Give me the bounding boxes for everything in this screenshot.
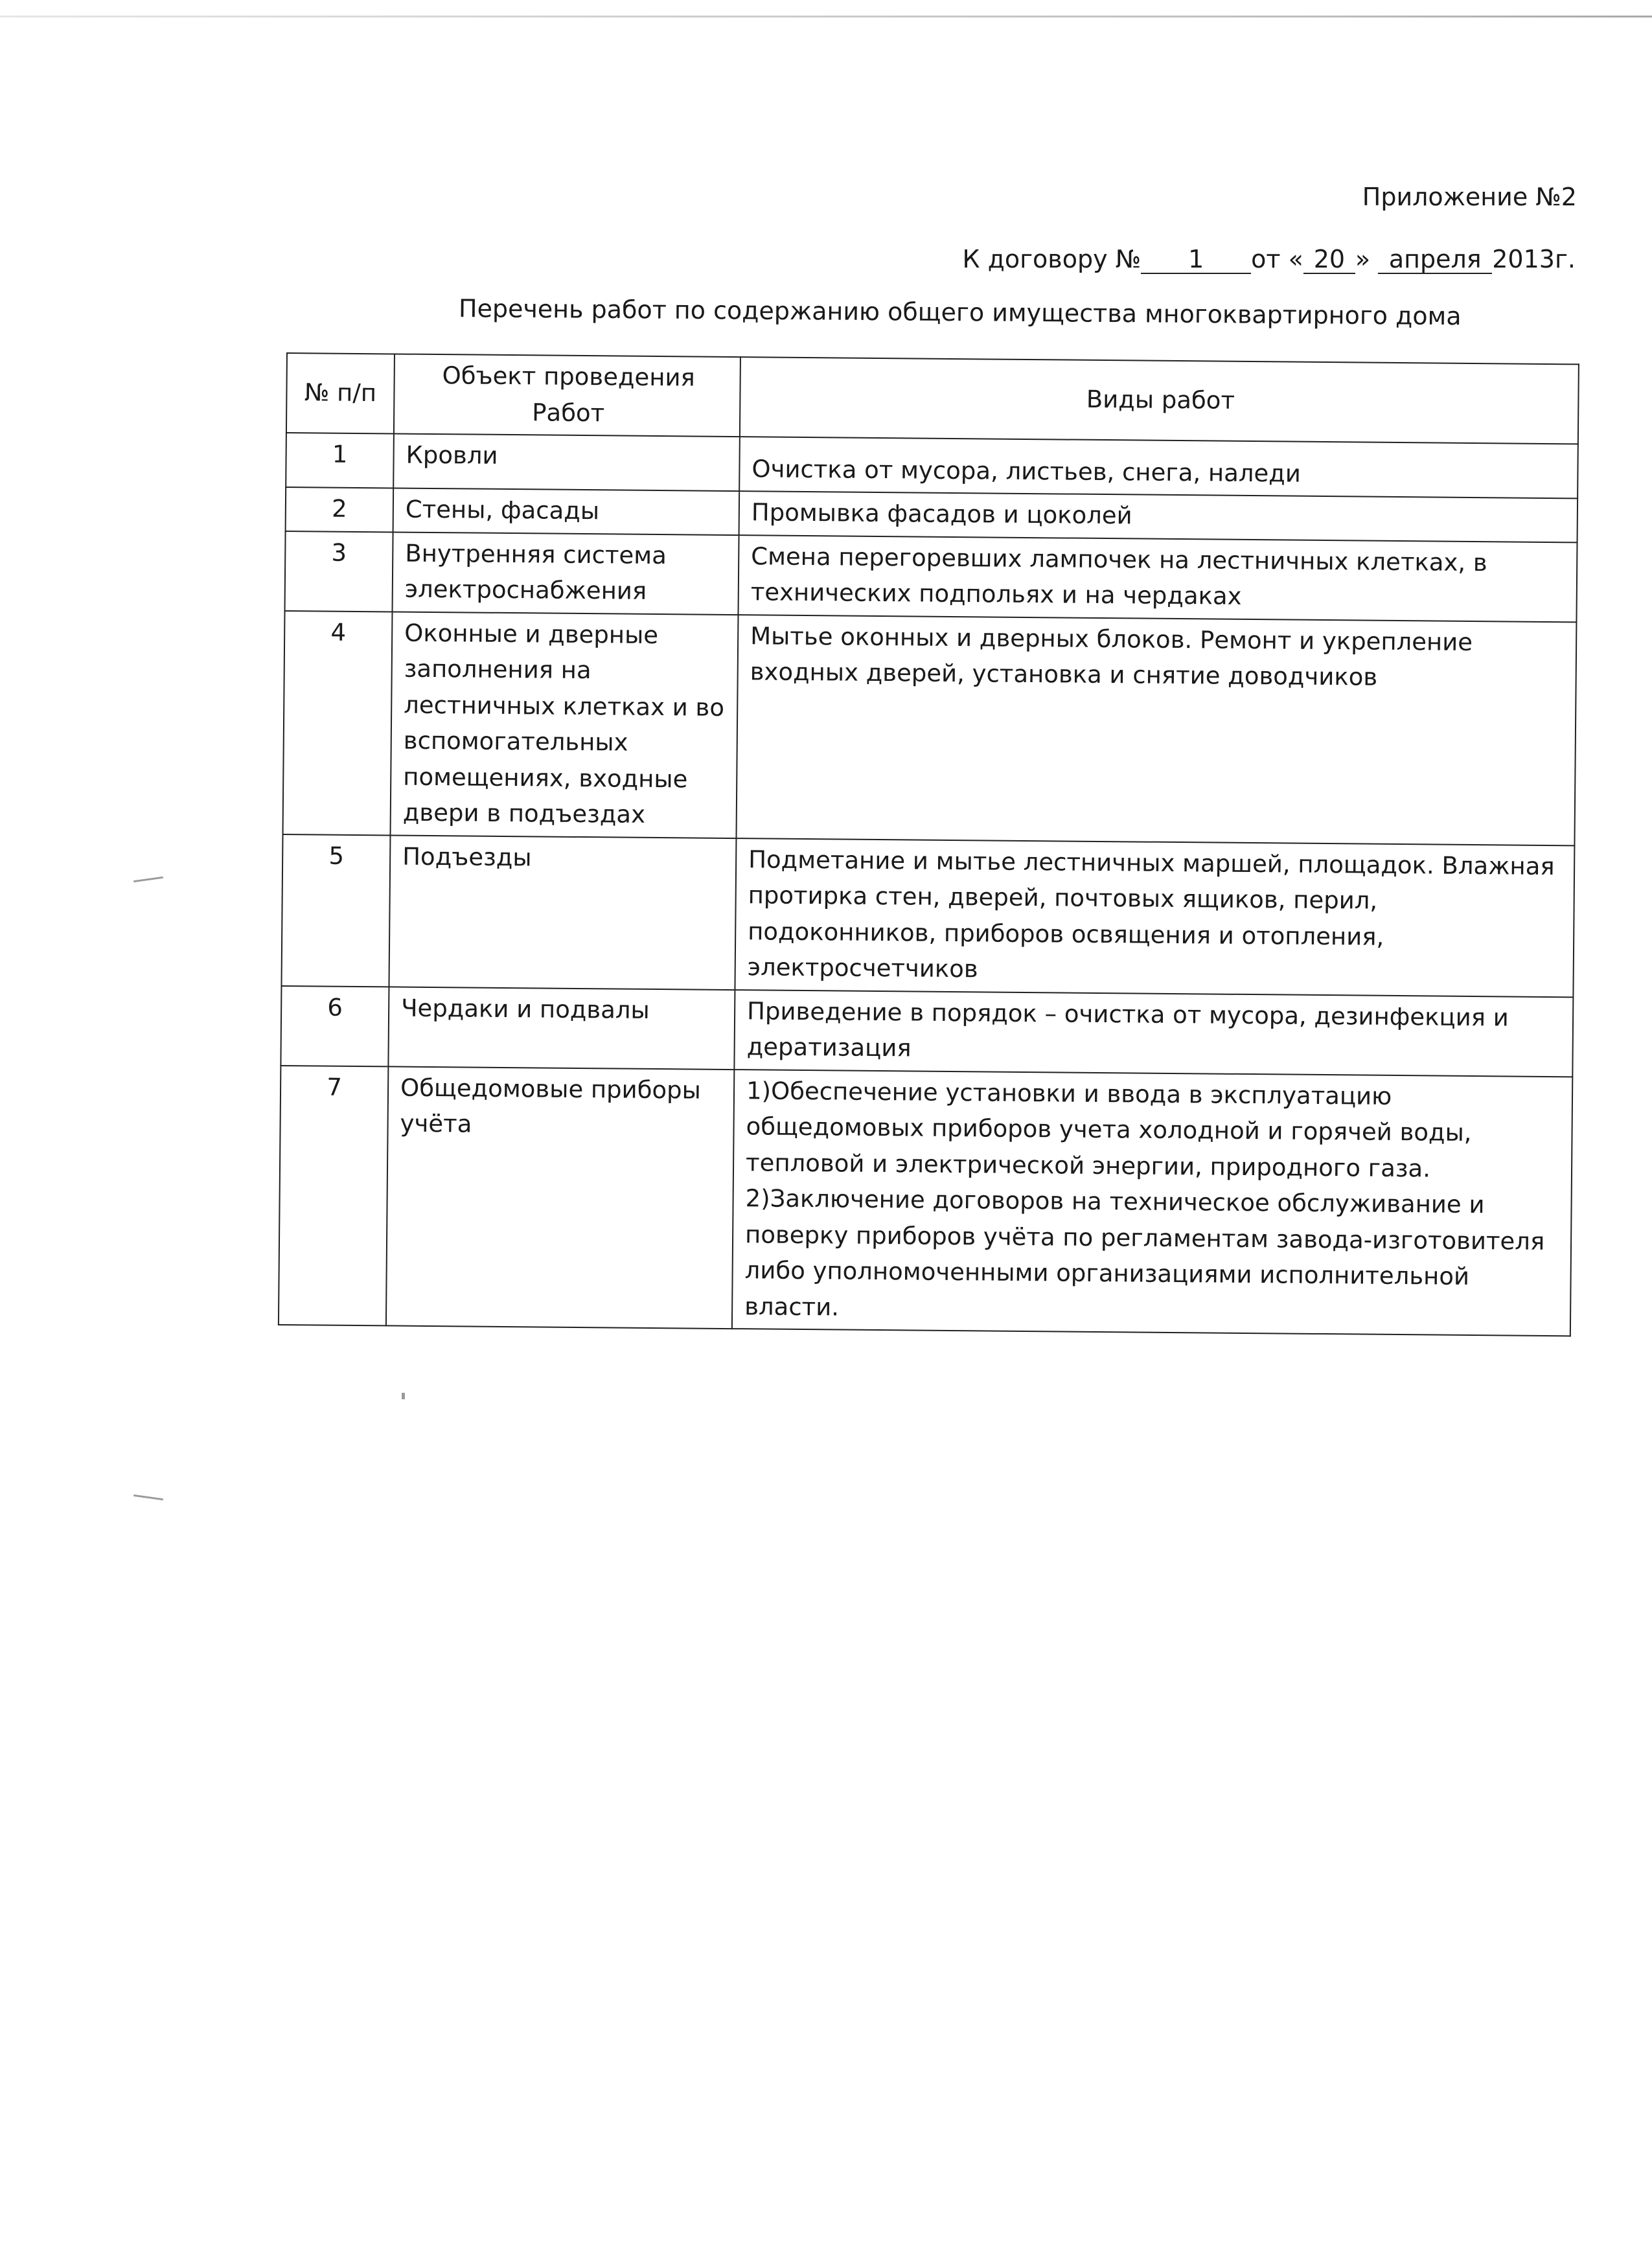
scan-speck bbox=[133, 1495, 163, 1500]
works-table bbox=[278, 352, 1579, 1336]
row-object: Оконные и дверные заполнения на лестничных клетках и во вспомогательных помещениях, входные двери в подъездах bbox=[391, 612, 739, 838]
row-object: Кровли bbox=[393, 433, 740, 491]
row-works-item-1: 1)Обеспечение установки и ввода в эксплуатацию общедомовых приборов учета холодной и горячей воды, тепловой и электрической энергии, природного газа. bbox=[745, 1076, 1472, 1182]
header-object: Объект проведения Работ bbox=[394, 354, 740, 437]
contract-day-close: » bbox=[1355, 245, 1371, 273]
row-works-item-2: 2)Заключение договоров на техническое обслуживание и поверку приборов учёта по регламентам завода-изготовителя либо уполномоченными организациями исполнительной власти. bbox=[744, 1184, 1545, 1321]
row-num: 6 bbox=[281, 985, 389, 1066]
row-num: 1 bbox=[286, 433, 394, 488]
contract-day: 20 bbox=[1303, 247, 1355, 274]
contract-reference bbox=[963, 245, 1576, 274]
row-object: Чердаки и подвалы bbox=[388, 987, 735, 1070]
table-header-row bbox=[286, 353, 1579, 444]
row-works: Мытье оконных и дверных блоков. Ремонт и укрепление входных дверей, установка и снятие доводчиков bbox=[736, 615, 1576, 845]
row-num: 4 bbox=[283, 610, 393, 834]
row-works: Очистка от мусора, листьев, снега, наледи bbox=[739, 437, 1578, 498]
scan-speck bbox=[133, 876, 163, 882]
row-num: 7 bbox=[279, 1065, 388, 1325]
row-works: Приведение в порядок – очистка от мусора, дезинфекция и дератизация bbox=[734, 990, 1573, 1077]
header-num: № п/п bbox=[286, 353, 395, 433]
row-works: Подметание и мытье лестничных маршей, площадок. Влажная протирка стен, дверей, почтовых ящиков, перил, подоконников, приборов освящения и отопления, электросчетчиков bbox=[735, 838, 1574, 997]
table-row bbox=[281, 834, 1574, 996]
scan-speck bbox=[402, 1393, 405, 1399]
row-num: 5 bbox=[281, 834, 390, 986]
row-num: 3 bbox=[285, 531, 393, 611]
contract-from: от « bbox=[1251, 245, 1303, 273]
row-works bbox=[732, 1070, 1572, 1336]
contract-year: 2013г. bbox=[1492, 245, 1576, 273]
row-object: Стены, фасады bbox=[393, 488, 740, 534]
row-works: Промывка фасадов и цоколей bbox=[739, 491, 1578, 542]
document-title: Перечень работ по содержанию общего имущества многоквартирного дома bbox=[458, 294, 1462, 331]
appendix-label: Приложение №2 bbox=[1362, 183, 1577, 211]
row-works: Смена перегоревших лампочек на лестничных клетках, в технических подпольях и на чердаках bbox=[738, 535, 1577, 622]
table-row bbox=[285, 531, 1577, 621]
row-object: Общедомовые приборы учёта bbox=[386, 1066, 734, 1329]
contract-month: апреля bbox=[1378, 247, 1492, 274]
header-works: Виды работ bbox=[740, 357, 1579, 444]
row-num: 2 bbox=[286, 487, 394, 532]
scan-edge-line bbox=[0, 16, 1652, 17]
works-table-wrapper bbox=[278, 352, 1578, 1336]
contract-prefix: К договору № bbox=[962, 245, 1141, 273]
table-row bbox=[281, 985, 1573, 1076]
row-object: Внутренняя система электроснабжения bbox=[393, 532, 739, 615]
table-row bbox=[283, 610, 1577, 845]
row-object: Подъезды bbox=[389, 835, 736, 990]
table-row bbox=[279, 1065, 1572, 1336]
contract-number: 1 bbox=[1141, 247, 1251, 274]
